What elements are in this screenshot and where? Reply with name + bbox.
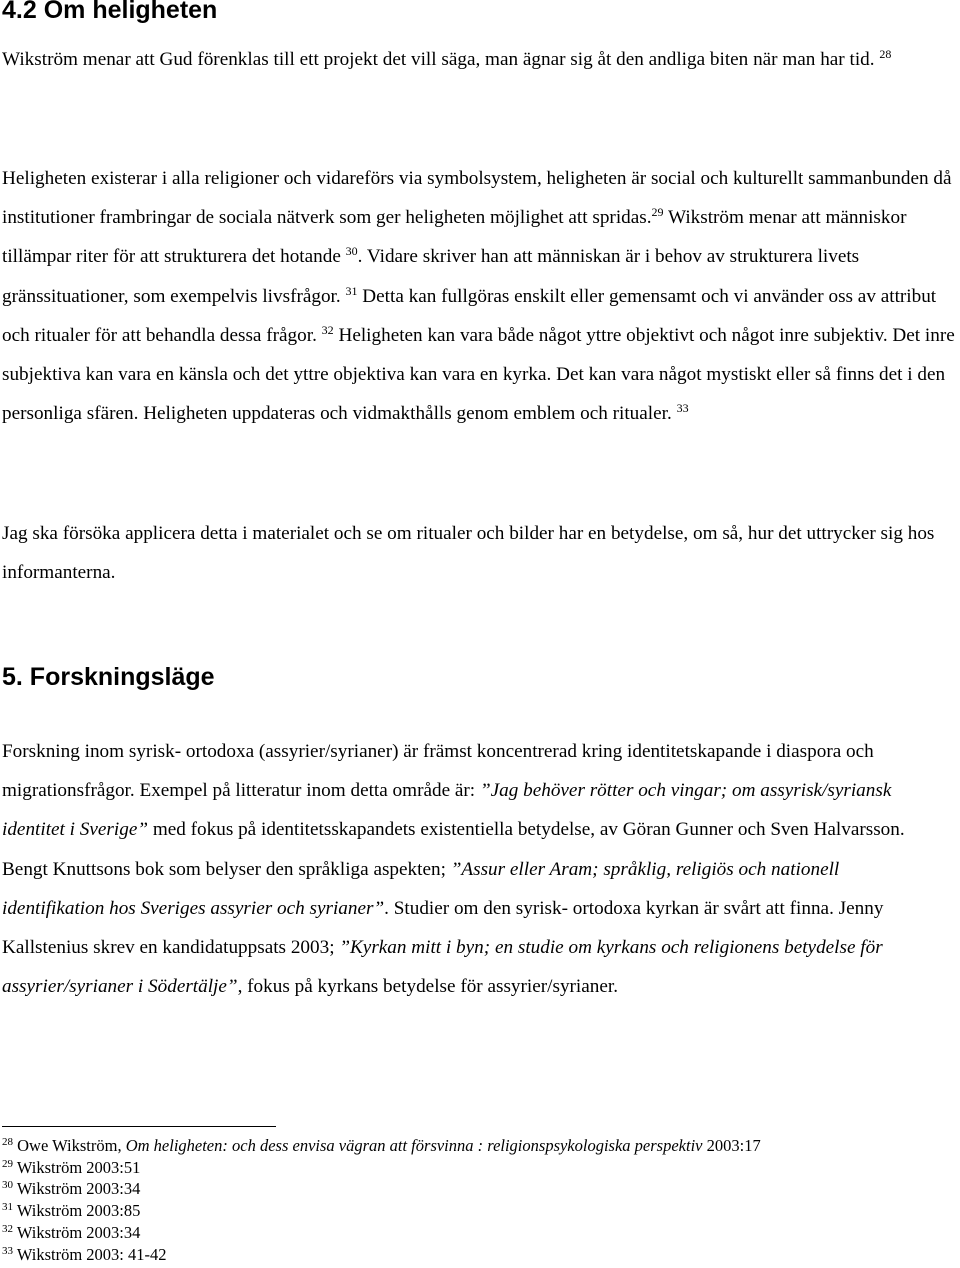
footnotes <box>2 1135 957 1265</box>
footnote-number: 33 <box>2 1244 13 1257</box>
footnote-number: 31 <box>2 1201 13 1214</box>
footnote-text: Owe Wikström, <box>13 1136 126 1155</box>
footnote-text: Wikström 2003:34 <box>13 1222 141 1242</box>
footnote-ref: 33 <box>676 401 689 416</box>
footnote-ref: 28 <box>879 47 892 61</box>
paragraph-applicera <box>2 514 952 592</box>
footnote-ref: 32 <box>321 322 334 337</box>
footnote-ref: 31 <box>345 283 358 298</box>
paragraph-text: Wikström menar att människor tillämpar riter för att strukturera det hotande <box>2 207 907 268</box>
footnote-text: Wikström 2003:51 <box>13 1157 141 1177</box>
book-title-italic: ”Jag behöver rötter och vingar; om assyrisk/syriansk identitet i Sverige” <box>2 780 892 841</box>
paragraph-gud-forenklas <box>2 40 937 79</box>
thesis-title-italic: ”Kyrkan mitt i byn; en studie om kyrkans och religionens betydelse för assyrier/syrianer i Södertälje” <box>2 937 883 998</box>
footnote-title-italic: Om heligheten: och dess envisa vägran att försvinna : religionspsykologiska perspektiv <box>125 1136 703 1155</box>
footnote-ref: 30 <box>345 244 358 259</box>
footnote <box>2 1200 957 1222</box>
paragraph-text: . Vidare skriver han att människan är i behov av strukturera livets gränssituationer, som exempelvis livsfrågor. <box>2 246 860 307</box>
paragraph-text: Jag ska försöka applicera detta i materialet och se om ritualer och bilder har en betydelse, om så, hur det uttrycker sig hos informanterna. <box>2 523 935 584</box>
paragraph-heligheten-existerar <box>2 159 957 433</box>
footnote <box>2 1157 957 1179</box>
footnote-text: 2003:17 <box>702 1136 761 1155</box>
paragraph-text: Wikström menar att Gud förenklas till ett projekt det vill säga, man ägnar sig åt den andliga biten när man har tid. <box>2 49 875 70</box>
footnote-ref: 29 <box>651 205 664 220</box>
footnote-text: Wikström 2003:34 <box>13 1179 141 1199</box>
footnote <box>2 1244 957 1266</box>
paragraph-text: . Studier om den syrisk- ortodoxa kyrkan är svårt att finna. Jenny Kallstenius skrev en kandidatuppsats 2003; <box>2 897 884 959</box>
paragraph-text: Detta kan fullgöras enskilt eller gemensamt och vi använder oss av attribut och ritualer för att behandla dessa frågor. <box>2 285 937 346</box>
footnote-number: 29 <box>2 1157 13 1170</box>
footnote-number: 32 <box>2 1222 13 1235</box>
section-heading-forskningslage: 5. Forskningsläge <box>2 663 215 691</box>
book-title-italic: ”Assur eller Aram; språklig, religiös och nationell identifikation hos Sveriges assyrier och syrianer” <box>2 858 840 919</box>
footnote-number: 28 <box>2 1136 13 1148</box>
footnote-separator <box>2 1126 276 1127</box>
paragraph-text: , fokus på kyrkans betydelse för assyrier/syrianer. <box>237 976 619 998</box>
paragraph-forskning <box>2 732 937 1006</box>
section-heading-om-heligheten: 4.2 Om heligheten <box>2 0 218 24</box>
footnote <box>2 1222 957 1244</box>
footnote-text: Wikström 2003: 41-42 <box>13 1244 167 1264</box>
footnote-number: 30 <box>2 1179 13 1192</box>
paragraph-text: Forskning inom syrisk- ortodoxa (assyrier/syrianer) är främst koncentrerad kring identitetskapande i diaspora och migrationsfrågor. Exempel på litteratur inom detta område är: <box>2 741 874 802</box>
footnote <box>2 1135 957 1157</box>
paragraph-text: med fokus på identitetsskapandets existentiella betydelse, av Göran Gunner och Sven Halvarsson. Bengt Knuttsons bok som belyser den språkliga aspekten; <box>2 819 905 880</box>
paragraph-text: Heligheten existerar i alla religioner och vidareförs via symbolsystem, heligheten är social och kulturellt sammanbunden då institutioner frambringar de sociala nätverk som ger heligheten möjlighet att spridas. <box>2 168 952 229</box>
footnote-text: Wikström 2003:85 <box>13 1201 141 1221</box>
footnote <box>2 1178 957 1200</box>
paragraph-text: Heligheten kan vara både något yttre objektivt och något inre subjektiv. Det inre subjektiva kan vara en känsla och det yttre objektiva kan vara en kyrka. Det kan vara något mystiskt eller så finns det i den personliga sfären. Heligheten uppdateras och vidmakthålls genom emblem och ritualer. <box>2 324 955 425</box>
